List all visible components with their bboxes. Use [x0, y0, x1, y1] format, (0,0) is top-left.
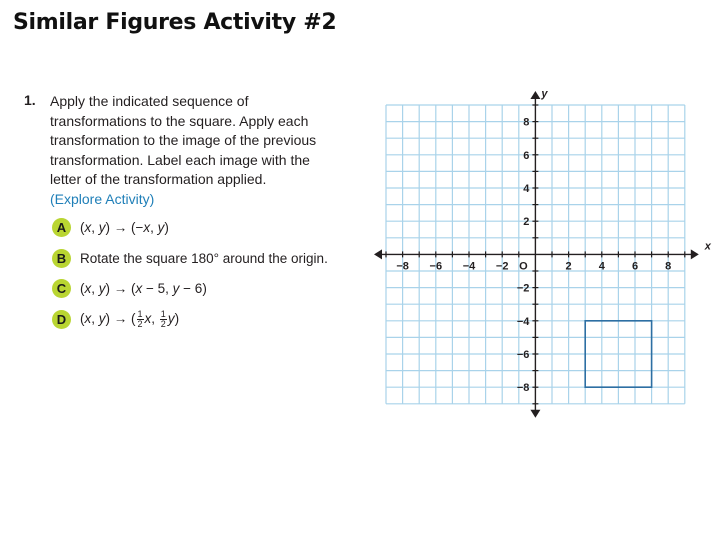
origin-label: O: [519, 260, 528, 273]
y-axis-label: y: [541, 88, 548, 100]
y-axis-arrow-up: [530, 91, 540, 99]
y-tick-label: −4: [516, 315, 530, 328]
x-tick-label: 8: [665, 260, 672, 273]
part-d: [52, 308, 179, 330]
page-title: Similar Figures Activity #2: [13, 10, 337, 35]
x-tick-label: −4: [462, 260, 476, 273]
instruction-line: transformations to the square. Apply each: [50, 112, 309, 129]
part-d-badge: D: [52, 310, 71, 329]
part-a: [52, 216, 169, 238]
y-tick-label: 6: [523, 149, 530, 162]
y-tick-label: 8: [523, 116, 530, 129]
x-tick-label: 6: [631, 260, 639, 273]
problem-instructions: [50, 92, 360, 209]
part-b-rule: Rotate the square 180° around the origin.: [80, 250, 328, 266]
instruction-line: letter of the transformation applied.: [50, 171, 267, 187]
y-tick-label: −8: [516, 382, 530, 395]
instruction-line: transformation. Label each image with the: [50, 151, 310, 168]
coordinate-grid: [372, 88, 711, 420]
part-c-badge: C: [52, 279, 71, 298]
part-b-badge: B: [52, 249, 71, 268]
x-tick-label: 4: [598, 260, 605, 273]
y-tick-label: −2: [516, 282, 530, 295]
part-d-rule: (x, y) → ( $\frac{1}{2}$ x, $\frac{1}{2}$ y): [80, 308, 180, 329]
x-tick-label: −2: [495, 260, 509, 273]
part-a-badge: A: [52, 218, 71, 237]
y-axis-arrow-down: [530, 410, 540, 418]
part-c: [52, 277, 207, 299]
part-b: [52, 247, 328, 269]
part-c-rule: (x, y) → (x − 5, y − 6): [80, 280, 207, 296]
x-tick-label: 2: [565, 260, 572, 273]
x-axis-arrow-right: [691, 249, 699, 259]
part-a-rule: (x, y) → (−x, y): [80, 219, 169, 235]
x-axis-arrow-left: [374, 249, 382, 259]
explore-activity-link[interactable]: (Explore Activity): [50, 190, 155, 207]
x-axis-label: x: [704, 240, 711, 253]
x-tick-label: −8: [396, 260, 409, 273]
y-tick-label: −6: [516, 349, 530, 361]
y-tick-label: 2: [523, 216, 530, 229]
x-tick-label: −6: [429, 260, 443, 273]
y-tick-label: 4: [523, 183, 530, 195]
instruction-line: transformation to the image of the previous: [50, 132, 317, 148]
instruction-line: Apply the indicated sequence of: [50, 93, 249, 109]
problem-number: 1.: [24, 92, 36, 108]
